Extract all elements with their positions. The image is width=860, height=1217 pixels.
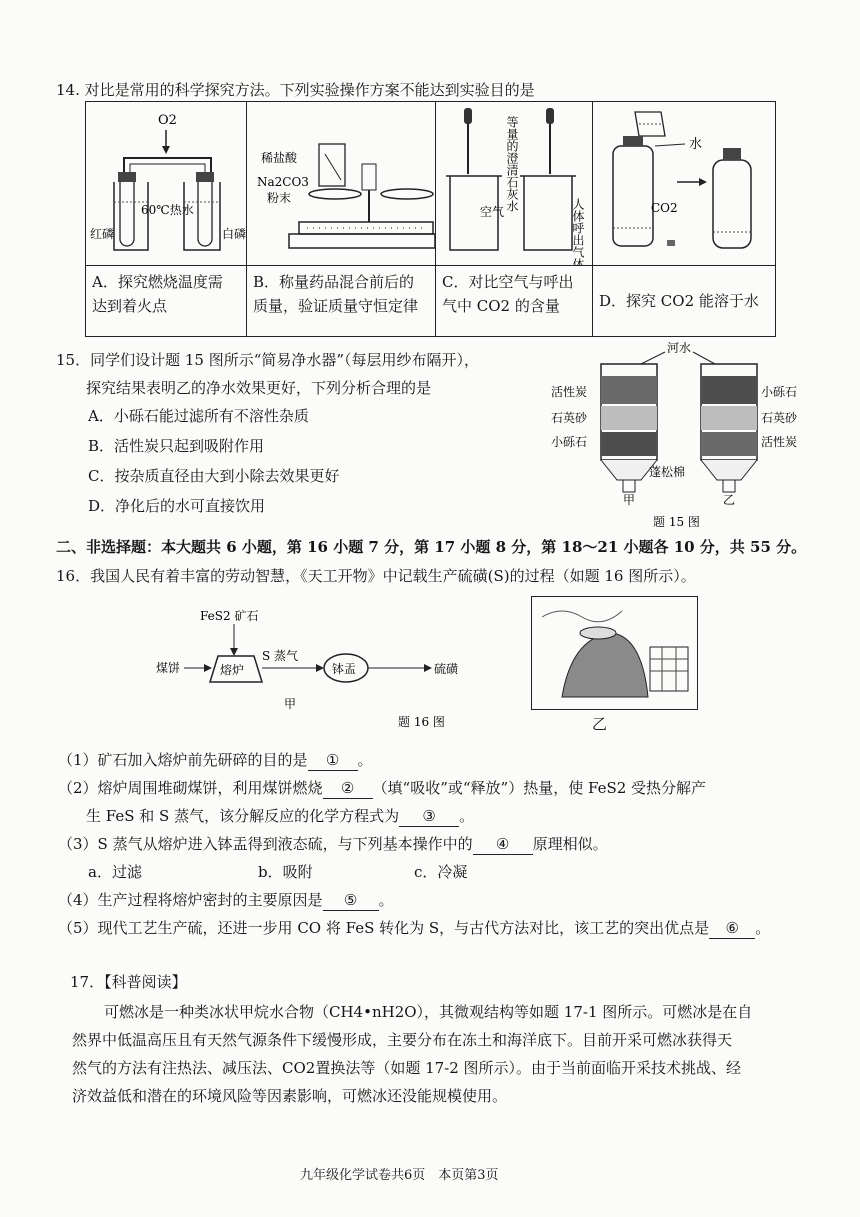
svg-text:O2: O2 xyxy=(158,113,177,128)
svg-text:CO2: CO2 xyxy=(651,201,678,215)
option-a: A．探究燃烧温度需 达到着火点 xyxy=(86,266,247,337)
svg-text:石英砂: 石英砂 xyxy=(551,411,588,425)
figure-d-bottle xyxy=(593,102,775,265)
q15-option-b: B．活性炭只起到吸附作用 xyxy=(88,437,265,455)
page-footer: 九年级化学试卷共6页 本页第3页 xyxy=(300,1168,499,1183)
q16-part-3: （3）S 蒸气从熔炉进入钵盂得到液态硫，与下列基本操作中的 ④ 原理相似。 xyxy=(58,835,608,853)
svg-text:题 15 图: 题 15 图 xyxy=(653,515,700,529)
option-b: B．称量药品混合前后的 质量，验证质量守恒定律 xyxy=(247,266,436,337)
q16-part-3-option-b: b．吸附 xyxy=(258,863,313,881)
svg-text:小砾石: 小砾石 xyxy=(551,435,588,449)
q15-option-a: A．小砾石能过滤所有不溶性杂质 xyxy=(88,407,309,425)
q16-part-2-cont: 生 FeS 和 S 蒸气，该分解反应的化学方程式为 ③ 。 xyxy=(86,807,475,825)
section-two-heading: 二、非选择题：本大题共 6 小题，第 16 小题 7 分，第 17 小题 8 分，第 18～21 小题各 10 分，共 55 分。 xyxy=(56,538,807,556)
q16-part-2: （2）熔炉周围堆砌煤饼，利用煤饼燃烧 ② （填“吸收”或“释放”）热量，使 FeS2 受热分解产 xyxy=(58,779,707,797)
svg-text:熔炉: 熔炉 xyxy=(220,663,245,677)
svg-text:硫磺: 硫磺 xyxy=(434,662,459,676)
svg-text:乙: 乙 xyxy=(723,493,736,507)
svg-text:空气: 空气 xyxy=(480,205,505,219)
svg-text:蓬松棉: 蓬松棉 xyxy=(649,465,686,479)
svg-text:甲: 甲 xyxy=(284,697,297,711)
svg-text:FeS2 矿石: FeS2 矿石 xyxy=(200,609,259,623)
svg-text:粉末: 粉末 xyxy=(267,191,292,205)
option-d: D．探究 CO2 能溶于水 xyxy=(593,266,776,337)
q17-heading: 17．【科普阅读】 xyxy=(70,973,187,991)
figure-16-flow xyxy=(150,598,510,742)
figure-16-illustration xyxy=(531,596,698,710)
svg-text:甲: 甲 xyxy=(623,493,636,507)
svg-text:水: 水 xyxy=(689,137,703,152)
q17-line-3: 然气的方法有注热法、减压法、CO2置换法等（如题 17-2 图所示）。由于当前面临开采技术挑战、经 xyxy=(72,1059,742,1077)
q14-table xyxy=(85,101,776,337)
svg-text:S 蒸气: S 蒸气 xyxy=(262,649,299,663)
option-c: C．对比空气与呼出 气中 CO2 的含量 xyxy=(436,266,593,337)
svg-text:白磷: 白磷 xyxy=(222,227,246,241)
q16-part-5: （5）现代工艺生产硫，还进一步用 CO 将 FeS 转化为 S，与古代方法对比，该工艺的突出优点是 ⑥ 。 xyxy=(58,919,771,937)
svg-text:稀盐酸: 稀盐酸 xyxy=(261,151,298,165)
q16-stem: 16．我国人民有着丰富的劳动智慧，《天工开物》中记载生产硫磺(S)的过程（如题 16 图所示）。 xyxy=(56,567,696,585)
svg-text:等量的澄清石灰水: 等量的澄清石灰水 xyxy=(505,116,519,212)
q15-stem-1: 15．同学们设计题 15 图所示“简易净水器”（每层用纱布隔开）， xyxy=(56,351,480,369)
svg-text:活性炭: 活性炭 xyxy=(761,435,798,449)
figure-a-combustion xyxy=(86,102,246,265)
q17-line-2: 然界中低温高压且有天然气源条件下缓慢形成，主要分布在冻土和海洋底下。目前开采可燃冰获得天 xyxy=(72,1031,733,1049)
q15-option-c: C．按杂质直径由大到小除去效果更好 xyxy=(88,467,340,485)
q14-stem: 14. 对比是常用的科学探究方法。下列实验操作方案不能达到实验目的是 xyxy=(56,81,535,99)
svg-text:钵盂: 钵盂 xyxy=(332,662,357,676)
figure-b-balance xyxy=(247,102,435,265)
q17-line-4: 济效益低和潜在的环境风险等因素影响，可燃冰还没能规模使用。 xyxy=(72,1087,508,1105)
svg-text:红磷: 红磷 xyxy=(90,227,115,241)
svg-text:Na2CO3: Na2CO3 xyxy=(257,175,309,189)
svg-text:人体呼出气体: 人体呼出气体 xyxy=(571,198,585,265)
figure-15-filters xyxy=(545,336,815,536)
svg-text:60℃热水: 60℃热水 xyxy=(141,203,194,217)
q15-stem-2: 探究结果表明乙的净水效果更好，下列分析合理的是 xyxy=(86,379,432,397)
svg-text:小砾石: 小砾石 xyxy=(761,385,798,399)
q16-part-3-option-c: c．冷凝 xyxy=(414,863,468,881)
figure-16-yi: 乙 xyxy=(592,715,608,733)
q16-part-1: （1）矿石加入熔炉前先研碎的目的是 ① 。 xyxy=(58,751,373,769)
svg-text:活性炭: 活性炭 xyxy=(551,385,588,399)
figure-c-breath xyxy=(436,102,592,265)
q16-part-3-option-a: a．过滤 xyxy=(88,863,142,881)
svg-text:煤饼: 煤饼 xyxy=(156,661,181,675)
q15-option-d: D．净化后的水可直接饮用 xyxy=(88,497,266,515)
svg-text:题 16 图: 题 16 图 xyxy=(398,715,445,729)
q16-part-4: （4）生产过程将熔炉密封的主要原因是 ⑤ 。 xyxy=(58,891,394,909)
svg-text:石英砂: 石英砂 xyxy=(761,411,798,425)
q17-line-1: 可燃冰是一种类冰状甲烷水合物（CH4•nH2O），其微观结构等如题 17-1 图所示。可燃冰是在自 xyxy=(104,1003,753,1021)
svg-text:河水: 河水 xyxy=(667,341,692,355)
